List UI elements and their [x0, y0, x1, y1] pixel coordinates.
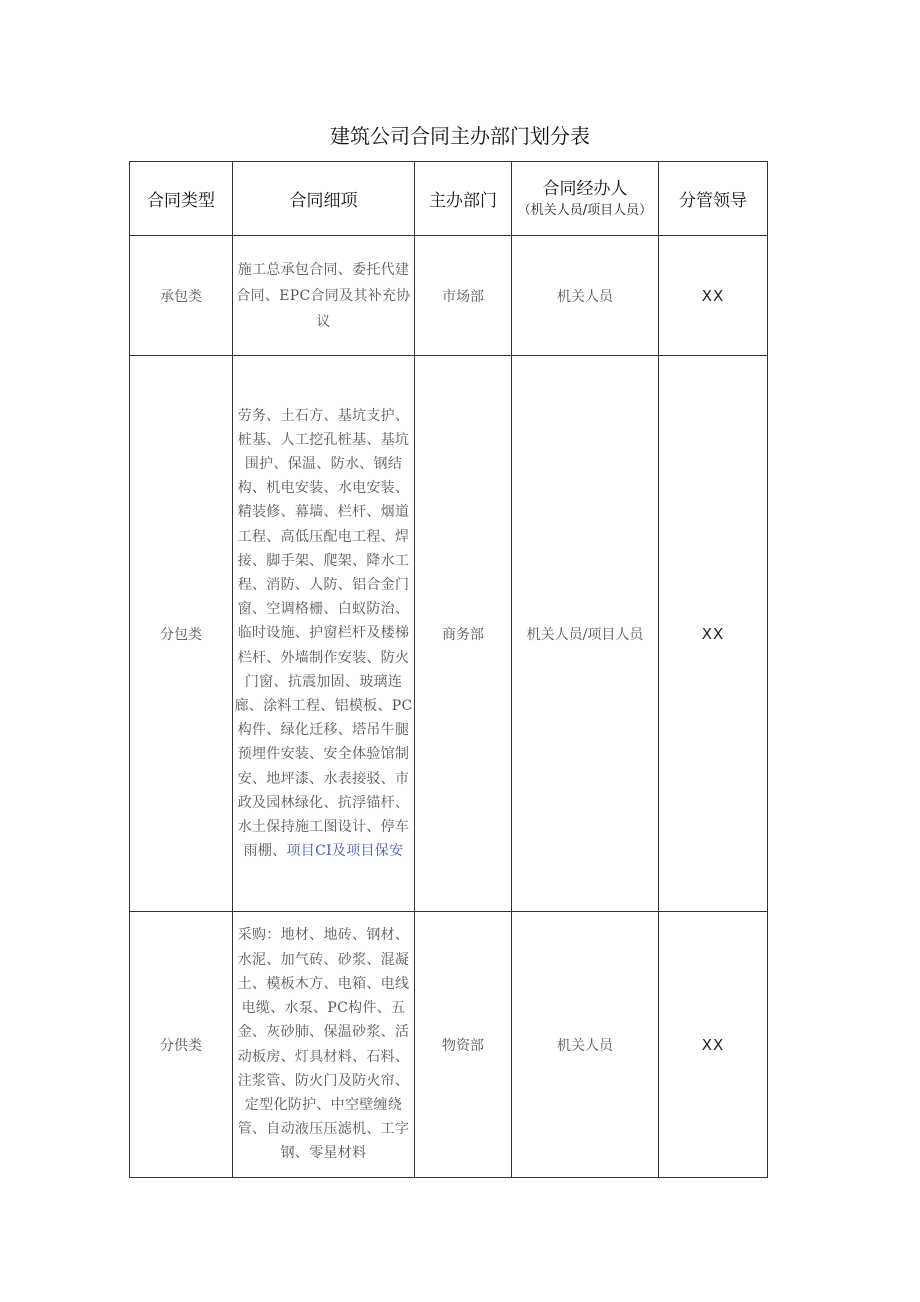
row-department: 市场部	[415, 236, 512, 356]
header-detail: 合同细项	[233, 162, 415, 236]
row-handler: 机关人员	[512, 236, 659, 356]
header-leader: 分管领导	[659, 162, 768, 236]
row-type: 承包类	[130, 236, 233, 356]
row-leader: XX	[659, 236, 768, 356]
table-row	[130, 912, 768, 1178]
header-department: 主办部门	[415, 162, 512, 236]
row-leader: XX	[659, 912, 768, 1178]
header-handler-main: 合同经办人	[542, 178, 628, 199]
table-row	[130, 356, 768, 912]
row-department: 物资部	[415, 912, 512, 1178]
row-type: 分包类	[130, 356, 233, 912]
row-detail	[233, 356, 415, 912]
page-title: 建筑公司合同主办部门划分表	[330, 124, 590, 148]
header-handler	[512, 162, 659, 236]
header-type: 合同类型	[130, 162, 233, 236]
row-detail: 采购：地材、地砖、钢材、水泥、加气砖、砂浆、混凝土、模板木方、电箱、电线电缆、水泵、PC构件、五金、灰砂肺、保温砂浆、活动板房、灯具材料、石料、注浆管、防火门及防火帘、定型化防护、中空壁缠绕管、自动液压压滤机、工字钢、零星材料	[233, 912, 415, 1178]
table-row	[130, 236, 768, 356]
table-header-row	[130, 162, 768, 236]
contract-department-table	[129, 161, 768, 1178]
row-department: 商务部	[415, 356, 512, 912]
row-handler: 机关人员	[512, 912, 659, 1178]
row-type: 分供类	[130, 912, 233, 1178]
row-detail-text: 劳务、土石方、基坑支护、桩基、人工挖孔桩基、基坑围护、保温、防水、钢结构、机电安装、水电安装、精装修、幕墙、栏杆、烟道工程、高低压配电工程、焊接、脚手架、爬架、降水工程、消防、人防、铝合金门窗、空调格栅、白蚁防治、临时设施、护窗栏杆及楼梯栏杆、外墙制作安装、防火门窗、抗震加固、玻璃连廊、涂料工程、铝模板、PC构件、绿化迁移、塔吊牛腿预埋件安装、安全体验馆制安、地坪漆、水表接驳、市政及园林绿化、抗浮锚杆、水土保持施工图设计、停车雨棚、	[234, 407, 413, 860]
row-detail-highlight: 项目CI及项目保安	[286, 843, 404, 860]
row-detail: 施工总承包合同、委托代建合同、EPC合同及其补充协议	[233, 236, 415, 356]
header-handler-sub: （机关人员/项目人员）	[517, 202, 653, 218]
row-leader: XX	[659, 356, 768, 912]
row-handler: 机关人员/项目人员	[512, 356, 659, 912]
